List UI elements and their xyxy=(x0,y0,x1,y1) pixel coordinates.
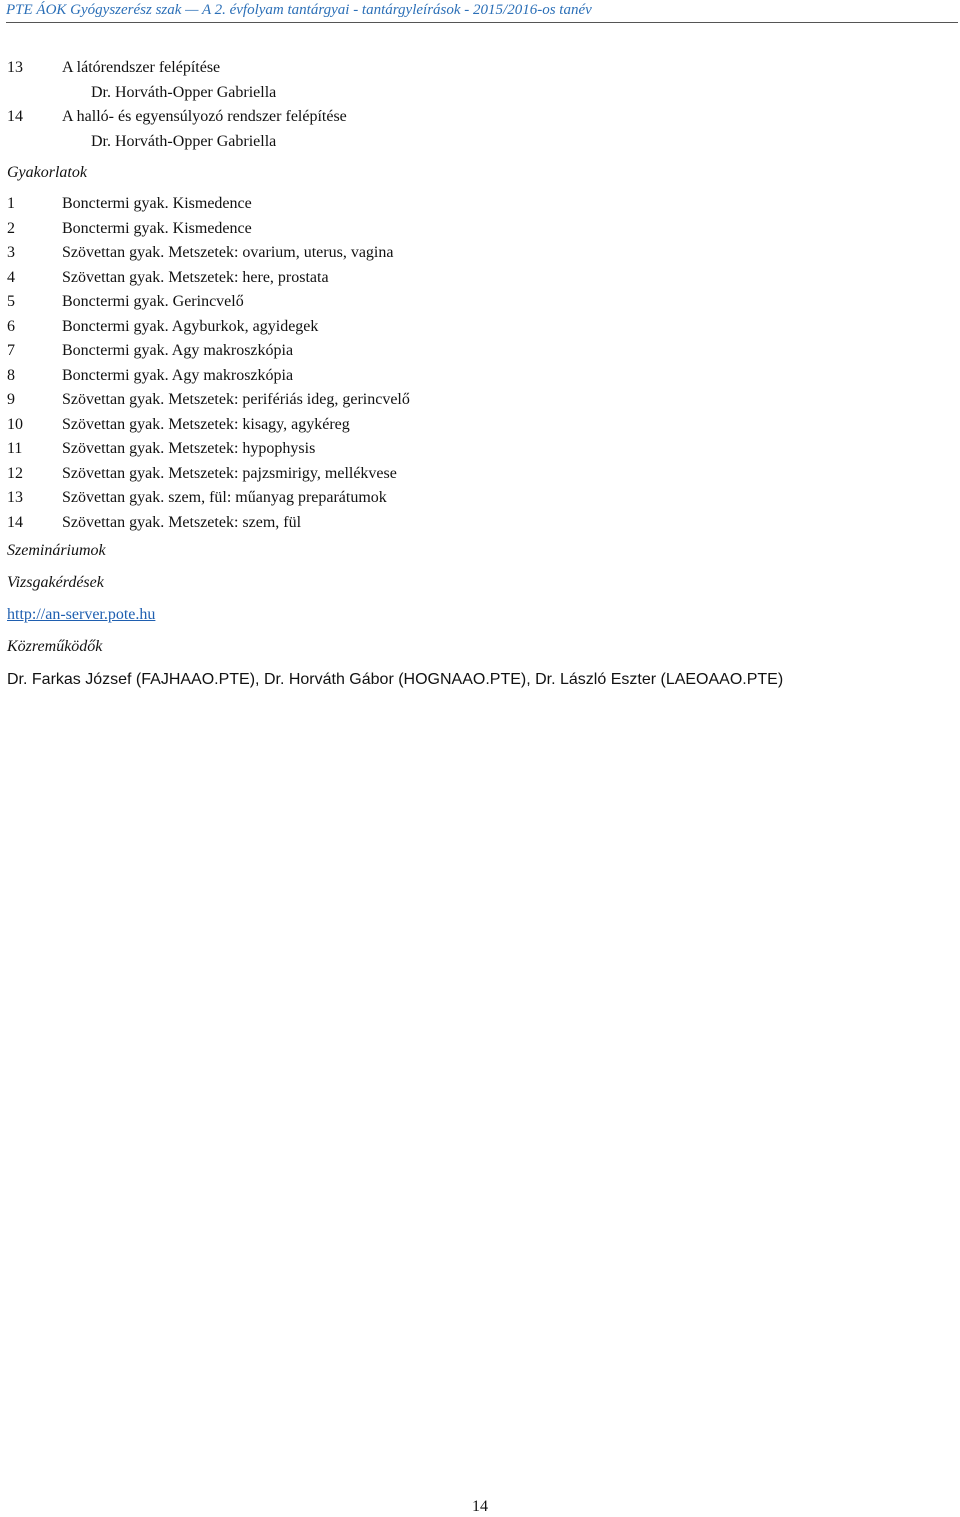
list-item xyxy=(7,241,947,266)
list-item xyxy=(7,315,947,340)
item-number: 6 xyxy=(7,317,15,335)
list-item xyxy=(7,217,947,242)
item-number: 5 xyxy=(7,293,15,310)
lecture-title: A halló- és egyensúlyozó rendszer felépítése xyxy=(62,108,347,125)
item-text: Bonctermi gyak. Gerincvelő xyxy=(62,293,244,310)
list-item xyxy=(7,192,947,217)
lecture-lecturer: Dr. Horváth-Opper Gabriella xyxy=(91,83,277,101)
item-number: 9 xyxy=(7,391,15,408)
item-text: Szövettan gyak. Metszetek: hypophysis xyxy=(62,440,316,457)
list-item xyxy=(7,462,947,487)
list-item xyxy=(7,413,947,438)
page-number: 14 xyxy=(472,1498,488,1515)
item-number: 1 xyxy=(7,195,15,212)
item-text: Szövettan gyak. Metszetek: ovarium, uterus, vagina xyxy=(62,244,394,261)
contributors-text: Dr. Farkas József (FAJHAAO.PTE), Dr. Horváth Gábor (HOGNAAO.PTE), Dr. László Eszter (LAEOAAO.PTE) xyxy=(7,671,784,688)
lecture-number: 14 xyxy=(7,108,23,125)
document-body xyxy=(7,56,947,697)
page-header xyxy=(6,0,958,23)
item-text: Bonctermi gyak. Agy makroszkópia xyxy=(62,366,294,384)
exam-questions-link[interactable]: http://an-server.pote.hu xyxy=(7,606,156,623)
item-number: 11 xyxy=(7,440,23,457)
item-number: 12 xyxy=(7,464,23,482)
list-item xyxy=(7,266,947,291)
list-item xyxy=(7,339,947,364)
item-number: 8 xyxy=(7,366,15,384)
contributors-heading: Közreműködők xyxy=(7,638,103,655)
practicals-heading: Gyakorlatok xyxy=(7,164,87,181)
item-text: Bonctermi gyak. Agy makroszkópia xyxy=(62,342,294,359)
exam-questions-heading: Vizsgakérdések xyxy=(7,574,104,591)
header-title: PTE ÁOK Gyógyszerész szak — A 2. évfolyam tantárgyai - tantárgyleírások - 2015/2016-os tanév xyxy=(6,2,592,18)
item-text: Bonctermi gyak. Kismedence xyxy=(62,195,252,212)
lecture-lecturer: Dr. Horváth-Opper Gabriella xyxy=(91,132,277,150)
item-text: Szövettan gyak. Metszetek: perifériás ideg, gerincvelő xyxy=(62,391,410,408)
list-item xyxy=(7,437,947,462)
item-text: Szövettan gyak. Metszetek: szem, fül xyxy=(62,513,302,531)
item-number: 10 xyxy=(7,415,23,433)
item-text: Szövettan gyak. Metszetek: pajzsmirigy, mellékvese xyxy=(62,464,397,482)
lecture-lecturer-row xyxy=(7,81,947,106)
item-number: 13 xyxy=(7,489,23,506)
item-number: 3 xyxy=(7,244,15,261)
item-text: Bonctermi gyak. Kismedence xyxy=(62,219,252,237)
item-number: 14 xyxy=(7,513,23,531)
lecture-row xyxy=(7,56,947,81)
item-text: Szövettan gyak. szem, fül: műanyag preparátumok xyxy=(62,489,387,506)
seminars-heading: Szemináriumok xyxy=(7,542,106,559)
list-item xyxy=(7,511,947,536)
lecture-row xyxy=(7,105,947,130)
list-item xyxy=(7,290,947,315)
lecture-number: 13 xyxy=(7,59,23,76)
item-number: 7 xyxy=(7,342,15,359)
list-item xyxy=(7,388,947,413)
lecture-title: A látórendszer felépítése xyxy=(62,59,221,76)
lecture-lecturer-row xyxy=(7,130,947,155)
item-number: 4 xyxy=(7,268,15,286)
practicals-list xyxy=(7,192,947,535)
list-item xyxy=(7,486,947,511)
item-text: Szövettan gyak. Metszetek: here, prostata xyxy=(62,268,329,286)
item-text: Bonctermi gyak. Agyburkok, agyidegek xyxy=(62,317,319,335)
item-text: Szövettan gyak. Metszetek: kisagy, agykéreg xyxy=(62,415,350,433)
list-item xyxy=(7,364,947,389)
item-number: 2 xyxy=(7,219,15,237)
